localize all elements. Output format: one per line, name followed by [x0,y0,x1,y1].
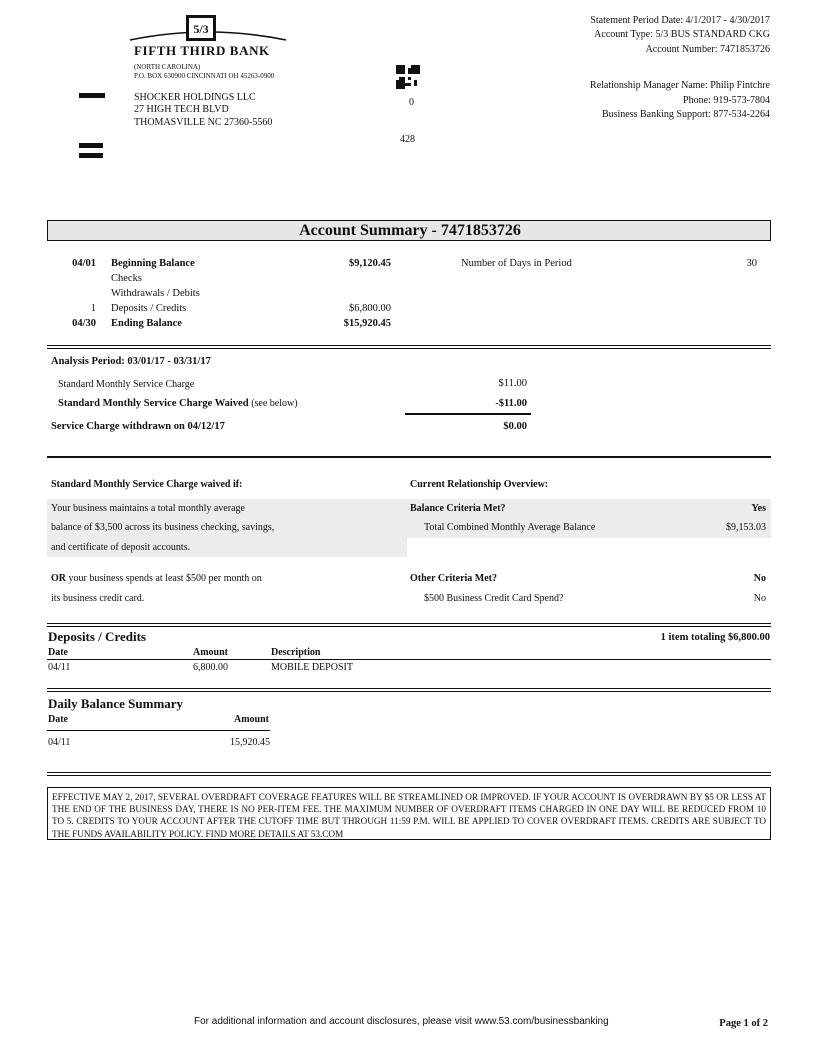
qr-number: 0 [409,97,414,108]
deposits-header-amount: Amount [192,647,228,658]
summary-label: Deposits / Credits [111,303,187,314]
bank-name: FIFTH THIRD BANK [134,43,270,58]
card-spend-label: $500 Business Credit Card Spend? [424,593,564,604]
subtotal-rule [405,413,531,415]
summary-amount: $9,120.45 [349,258,391,269]
customer-city: THOMASVILLE NC 27360-5560 [134,117,273,128]
barcode-mark-2 [79,143,103,148]
manager-phone: Phone: 919-573-7804 [683,95,770,106]
daily-header-rule [47,730,270,731]
daily-header-date: Date [48,714,68,725]
deposit-amount: 6,800.00 [193,662,228,673]
summary-date: 1 [90,303,96,314]
account-summary-title: Account Summary - 7471853726 [299,222,521,239]
deposits-total: 1 item totaling $6,800.00 [660,632,770,643]
avg-balance-label: Total Combined Monthly Average Balance [424,522,596,533]
overdraft-notice: EFFECTIVE MAY 2, 2017, SEVERAL OVERDRAFT COVERAGE FEATURES WILL BE STREAMLINED OR IMPROVED. IF YOUR ACCOUNT IS OVERDRAWN BY $5 OR LESS AT THE END OF THE BUSINESS DAY, THERE IS NO PER-ITEM FEE. THE MAXIMUM NUMBER OF OVERDRAFT ITEMS CHARGED IN ONE DAY WILL BE REDUCED FROM 10 TO 5. CREDITS TO YOUR ACCOUNT AFTER THE CUTOFF TIME BUT THROUGH 11:59 P.M. WILL BE APPLIED TO COVER OVERDRAFT ITEMS. CREDITS ARE SUBJECT TO THE FUNDS AVAILABILITY POLICY. FIND MORE DETAILS AT 53.COM [47,787,771,840]
barcode-mark-3 [79,153,103,158]
summary-date: 04/01 [72,258,96,269]
days-in-period-value: 30 [746,258,757,269]
or-line: your business spends at least $500 per month on [68,573,262,584]
bank-region: (NORTH CAROLINA) [134,63,201,71]
service-charge-withdrawn-value: $0.00 [503,421,527,432]
balance-criteria-value: Yes [751,503,766,514]
customer-name: SHOCKER HOLDINGS LLC [134,92,256,103]
divider [47,772,771,776]
summary-label: Withdrawals / Debits [111,288,200,299]
summary-label: Beginning Balance [111,258,195,269]
waiver-line: Your business maintains a total monthly average [51,503,245,514]
bank-pobox: P.O. BOX 630900 CINCINNATI OH 45263-0900 [134,72,275,80]
card-spend-value: No [753,593,766,604]
balance-criteria-label: Balance Criteria Met? [410,503,506,514]
page-number: Page 1 of 2 [719,1018,768,1029]
service-charge-waived [58,398,298,409]
deposit-description: MOBILE DEPOSIT [271,662,353,673]
service-charge-waived-note: (see below) [251,398,298,409]
summary-label: Ending Balance [111,318,182,329]
daily-balance-title: Daily Balance Summary [48,696,184,711]
footer-info: For additional information and account disclosures, please visit www.53.com/businessbanking [194,1016,609,1027]
or-condition [51,573,262,584]
service-charge-waived-value: -$11.00 [495,398,527,409]
service-charge-label: Standard Monthly Service Charge [58,379,195,390]
analysis-period-title: Analysis Period: 03/01/17 - 03/31/17 [51,356,211,367]
other-criteria-value: No [753,573,766,584]
deposits-header-rule [47,659,771,660]
avg-balance-value: $9,153.03 [726,522,766,533]
account-type: Account Type: 5/3 BUS STANDARD CKG [594,29,770,40]
statement-period: Statement Period Date: 4/1/2017 - 4/30/2017 [590,15,770,26]
qr-code-icon [396,65,420,89]
divider [47,623,771,627]
other-criteria-label: Other Criteria Met? [410,573,497,584]
daily-header-amount: Amount [233,714,269,725]
customer-street: 27 HIGH TECH BLVD [134,104,229,115]
deposits-title: Deposits / Credits [48,629,146,644]
relationship-manager: Relationship Manager Name: Philip Fintchre [590,80,770,91]
summary-amount: $6,800.00 [349,303,391,314]
sequence-number: 428 [400,134,415,145]
or-line-2: its business credit card. [51,593,145,604]
waiver-title: Standard Monthly Service Charge waived if: [51,479,243,490]
barcode-mark-1 [79,93,105,98]
service-charge-value: $11.00 [498,378,527,389]
logo-text: 5/3 [193,22,209,36]
or-word: OR [51,573,66,584]
divider [47,688,771,692]
summary-date: 04/30 [72,318,96,329]
account-summary-header [47,220,771,241]
days-in-period-label: Number of Days in Period [461,258,572,269]
waiver-line: balance of $3,500 across its business checking, savings, [51,522,275,533]
relationship-overview-title: Current Relationship Overview: [410,479,549,490]
support-phone: Business Banking Support: 877-534-2264 [601,109,770,120]
summary-amount: $15,920.45 [343,318,391,329]
deposit-date: 04/11 [48,662,71,673]
service-charge-withdrawn-label: Service Charge withdrawn on 04/12/17 [51,421,225,432]
divider [47,456,771,458]
account-number: Account Number: 7471853726 [645,44,770,55]
deposits-header-description: Description [271,647,321,658]
summary-label: Checks [111,273,142,284]
daily-amount: 15,920.45 [230,737,270,748]
waiver-line: and certificate of deposit accounts. [51,542,191,553]
service-charge-waived-label: Standard Monthly Service Charge Waived [58,398,249,409]
deposits-header-date: Date [48,647,68,658]
divider [47,345,771,349]
daily-date: 04/11 [48,737,71,748]
